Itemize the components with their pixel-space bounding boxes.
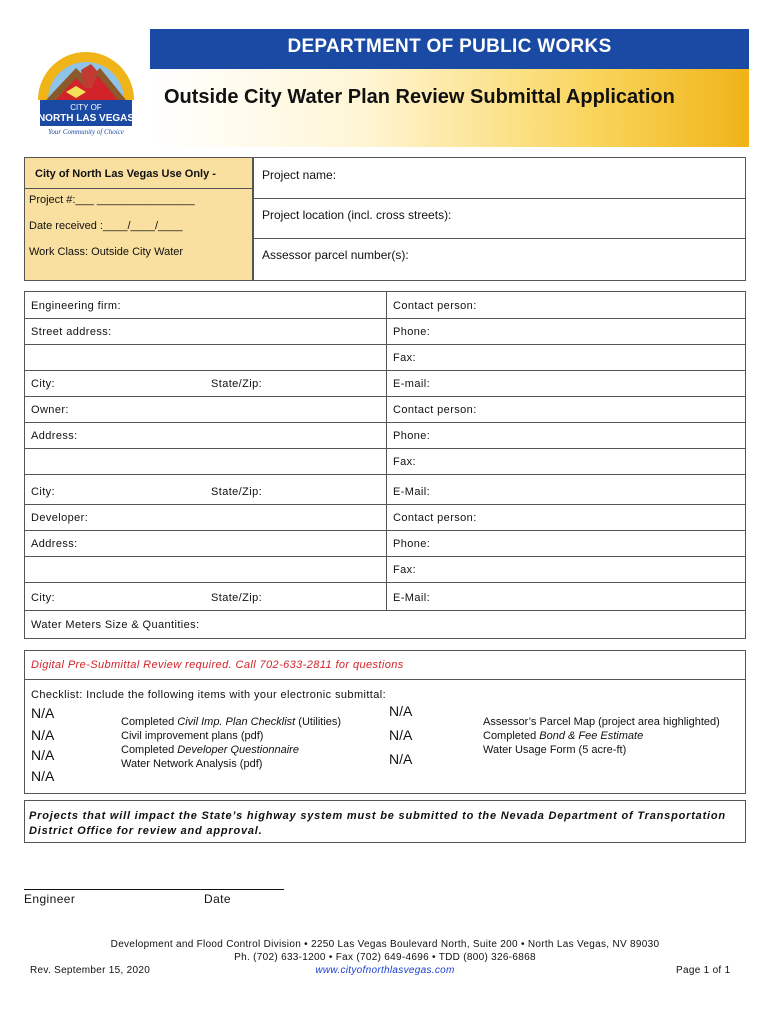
checkbox-na-7[interactable]: N/A (389, 751, 413, 767)
project-location-field[interactable]: Project location (incl. cross streets): (262, 208, 452, 222)
parcel-number-field[interactable]: Assessor parcel number(s): (262, 248, 409, 262)
developer-fax-field[interactable]: Fax: (393, 564, 416, 576)
checkbox-na-3[interactable]: N/A (31, 747, 55, 763)
developer-statezip-field[interactable]: State/Zip: (211, 592, 263, 604)
owner-fax-field[interactable]: Fax: (393, 456, 416, 468)
engineer-phone-field[interactable]: Phone: (393, 326, 431, 338)
pre-submittal-notice: Digital Pre-Submittal Review required. Call 702-633-2811 for questions (31, 659, 404, 671)
highway-notice-box (24, 800, 746, 843)
date-label: Date (204, 892, 231, 906)
checkbox-na-4[interactable]: N/A (31, 768, 55, 784)
highway-notice: Projects that will impact the State’s highway system must be submitted to the Nevada Department of Transportation District Office for review and approval. (29, 810, 726, 837)
owner-city-field[interactable]: City: (31, 486, 55, 498)
checkbox-na-5[interactable]: N/A (389, 703, 413, 719)
owner-contact-field[interactable]: Contact person: (393, 404, 477, 416)
owner-address-field[interactable]: Address: (31, 430, 78, 442)
developer-field[interactable]: Developer: (31, 512, 89, 524)
department-title: DEPARTMENT OF PUBLIC WORKS (287, 36, 612, 57)
engineer-label: Engineer (24, 892, 76, 906)
developer-phone-field[interactable]: Phone: (393, 538, 431, 550)
work-class: Work Class: Outside City Water (29, 246, 184, 258)
owner-statezip-field[interactable]: State/Zip: (211, 486, 263, 498)
checklist-item-civil-checklist: Completed Civil Imp. Plan Checklist (Utilities) (121, 716, 342, 728)
logo-tagline: Your Community of Choice (48, 128, 124, 136)
engineer-fax-field[interactable]: Fax: (393, 352, 416, 364)
logo-line2: NORTH LAS VEGAS (37, 113, 135, 124)
form-title: Outside City Water Plan Review Submittal Application (164, 86, 675, 108)
logo-line1: CITY OF (70, 103, 102, 112)
signature-line[interactable] (24, 889, 284, 890)
checklist-item-bond-estimate: Completed Bond & Fee Estimate (483, 730, 644, 742)
owner-email-field[interactable]: E-Mail: (393, 486, 431, 498)
page-number: Page 1 of 1 (676, 965, 731, 976)
checklist-box (24, 650, 746, 794)
engineer-city-field[interactable]: City: (31, 378, 55, 390)
developer-email-field[interactable]: E-Mail: (393, 592, 431, 604)
project-name-field[interactable]: Project name: (262, 168, 337, 182)
engineer-contact-field[interactable]: Contact person: (393, 300, 477, 312)
engineer-street-field[interactable]: Street address: (31, 326, 112, 338)
checkbox-na-2[interactable]: N/A (31, 727, 55, 743)
contacts-table (24, 291, 746, 639)
footer-phones: Ph. (702) 633-1200 • Fax (702) 649-4696 • TDD (800) 326-6868 (234, 952, 536, 963)
owner-phone-field[interactable]: Phone: (393, 430, 431, 442)
engineer-statezip-field[interactable]: State/Zip: (211, 378, 263, 390)
date-received-field[interactable]: Date received :____/____/____ (29, 220, 183, 232)
checkbox-na-1[interactable]: N/A (31, 705, 55, 721)
website-link[interactable]: www.cityofnorthlasvegas.com (315, 965, 455, 976)
developer-address-field[interactable]: Address: (31, 538, 78, 550)
city-logo (26, 30, 146, 150)
office-use-box (24, 157, 253, 281)
checklist-item-dev-questionnaire: Completed Developer Questionnaire (121, 744, 299, 756)
checklist-item-civil-plans: Civil improvement plans (pdf) (121, 730, 264, 742)
checklist-item-network-analysis: Water Network Analysis (pdf) (121, 758, 263, 770)
developer-contact-field[interactable]: Contact person: (393, 512, 477, 524)
checklist-item-water-usage: Water Usage Form (5 acre-ft) (483, 744, 627, 756)
checklist-item-parcel-map: Assessor’s Parcel Map (project area highlighted) (483, 716, 720, 728)
office-use-heading: City of North Las Vegas Use Only - (35, 168, 216, 180)
engineer-email-field[interactable]: E-mail: (393, 378, 431, 390)
footer-address: Development and Flood Control Division • 2250 Las Vegas Boulevard North, Suite 200 • North Las Vegas, NV 89030 (110, 939, 660, 950)
project-info-box (253, 157, 746, 281)
engineering-firm-field[interactable]: Engineering firm: (31, 300, 121, 312)
checklist-intro: Checklist: Include the following items with your electronic submittal: (31, 689, 387, 701)
revision-date: Rev. September 15, 2020 (30, 965, 151, 976)
developer-city-field[interactable]: City: (31, 592, 55, 604)
checkbox-na-6[interactable]: N/A (389, 727, 413, 743)
water-meters-field[interactable]: Water Meters Size & Quantities: (31, 619, 200, 631)
owner-field[interactable]: Owner: (31, 404, 69, 416)
project-number-field[interactable]: Project #:___ ________________ (29, 194, 195, 206)
